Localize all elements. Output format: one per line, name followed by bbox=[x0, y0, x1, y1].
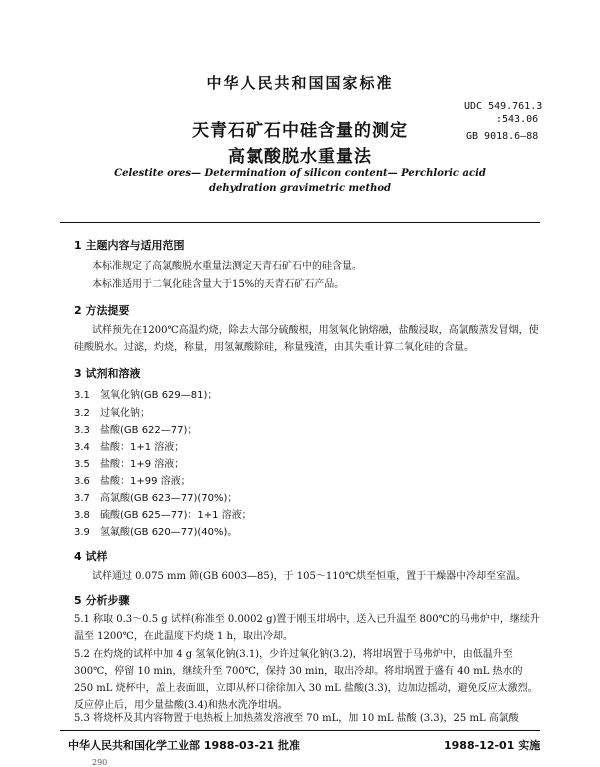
gb-code: GB 9018.6—88 bbox=[466, 131, 539, 142]
section-5-heading: 5 分析步骤 bbox=[74, 594, 130, 607]
reagent-item: 3.9 氢氟酸(GB 620—77)(40%)。 bbox=[74, 527, 238, 538]
footer-rule bbox=[60, 730, 540, 731]
page-number: 290 bbox=[92, 758, 108, 767]
standard-label: 中华人民共和国国家标准 bbox=[206, 74, 394, 92]
udc-code-1: UDC 549.761.3 bbox=[464, 101, 543, 112]
udc-code-2: :543.06 bbox=[496, 114, 539, 125]
reagent-item: 3.6 盐酸：1+99 溶液； bbox=[74, 476, 191, 487]
section-1-para-1: 本标准规定了高氯酸脱水重量法测定天青石矿石中的硅含量。 bbox=[92, 261, 362, 272]
reagent-item: 3.7 高氯酸(GB 623—77)(70%)； bbox=[74, 493, 238, 504]
section-4-heading: 4 试样 bbox=[74, 550, 108, 563]
title-line-1: 天青石矿石中硅含量的测定 bbox=[192, 121, 408, 141]
section-1-heading: 1 主题内容与适用范围 bbox=[74, 239, 185, 252]
step-5-1: 5.1 称取 0.3～0.5 g 试样(称准至 0.0002 g)置于刚玉坩埚中，送入已升温至 800℃的马弗炉中，继续升温至 1200℃，在此温度下灼烧 1 h，取出冷却。 bbox=[74, 614, 540, 642]
english-title-line-2: dehydration gravimetric method bbox=[208, 183, 392, 194]
title-line-2: 高氯酸脱水重量法 bbox=[228, 147, 372, 167]
reagent-item: 3.8 硫酸(GB 625—77)：1+1 溶液； bbox=[74, 510, 252, 521]
reagent-item: 3.4 盐酸：1+1 溶液； bbox=[74, 442, 185, 453]
reagent-item: 3.2 过氧化钠； bbox=[74, 408, 150, 419]
english-title-line-1: Celestite ores— Determination of silicon content— Perchloric acid bbox=[114, 168, 486, 179]
reagent-item: 3.1 氢氧化钠(GB 629—81)； bbox=[74, 390, 218, 401]
header-rule bbox=[60, 222, 540, 223]
reagent-item: 3.5 盐酸：1+9 溶液； bbox=[74, 459, 185, 470]
step-5-3: 5.3 将烧杯及其内容物置于电热板上加热蒸发溶液至 70 mL，加 10 mL 盐酸 (3.3)，25 mL 高氯酸 bbox=[74, 713, 519, 724]
section-2-para-1: 试样预先在1200℃高温灼烧，除去大部分硫酸根，用氢氧化钠熔融，盐酸浸取，高氯酸蒸发冒烟，使硅酸脱水。过滤，灼烧，称量，用氢氟酸除硅，称量残渣，由其失重计算二氧化硅的含量。 bbox=[74, 325, 539, 353]
section-4-para-1: 试样通过 0.075 mm 筛(GB 6003—85)，于 105～110℃烘至恒重，置于干燥器中冷却至室温。 bbox=[92, 571, 527, 582]
implementation-date: 1988-12-01 实施 bbox=[444, 739, 541, 752]
step-5-2: 5.2 在灼烧的试样中加 4 g 氢氧化钠(3.1)，少许过氧化钠(3.2)，将坩埚置于马弗炉中，由低温升至 300℃，停留 10 min，继续升至 700℃，保持 30 min，取出冷却。将坩埚置于盛有 40 mL 热水的 250 mL 烧杯中，盖上表面皿，立即从杯口徐徐加入 30 mL 盐酸(3.3)，边加边摇动，避免反应太激烈。反应停止后，用少量盐酸(3.4)和热水洗净坩埚。 bbox=[74, 649, 538, 711]
section-2-heading: 2 方法提要 bbox=[74, 304, 130, 317]
approval-line: 中华人民共和国化学工业部 1988-03-21 批准 bbox=[68, 739, 301, 752]
section-1-para-2: 本标准适用于二氧化硅含量大于15%的天青石矿石产品。 bbox=[92, 279, 345, 290]
reagent-item: 3.3 盐酸(GB 622—77)； bbox=[74, 425, 198, 436]
section-3-heading: 3 试剂和溶液 bbox=[74, 367, 141, 380]
